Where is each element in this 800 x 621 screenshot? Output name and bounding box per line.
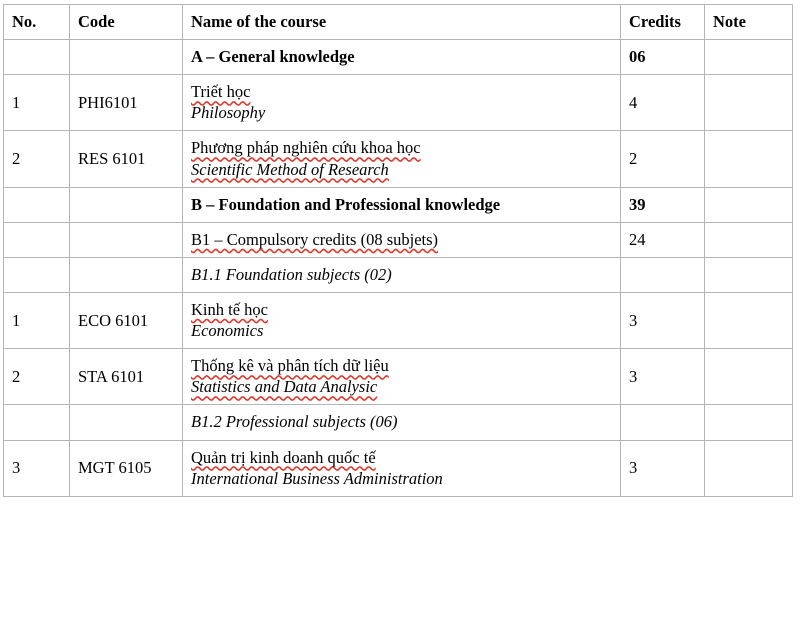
cell-section-title: B1.2 Professional subjects (06) [183,405,621,440]
cell-credits [621,257,705,292]
cell-code [70,222,183,257]
cell-no: 2 [4,131,70,187]
cell-course-name [183,292,621,348]
table-row [4,222,793,257]
cell-credits: 3 [621,349,705,405]
cell-credits: 39 [621,187,705,222]
cell-credits: 3 [621,292,705,348]
cell-no: 3 [4,440,70,496]
cell-note [705,40,793,75]
cell-course-name [183,440,621,496]
course-name-en: Economics [191,321,264,341]
cell-credits: 24 [621,222,705,257]
cell-code: PHI6101 [70,75,183,131]
table-row [4,187,793,222]
column-header-credits: Credits [621,5,705,40]
cell-credits [621,405,705,440]
cell-section-title: B1.1 Foundation subjects (02) [183,257,621,292]
cell-credits: 2 [621,131,705,187]
cell-note [705,440,793,496]
table-row [4,75,793,131]
cell-code: MGT 6105 [70,440,183,496]
cell-no: 1 [4,75,70,131]
course-name-en: Statistics and Data Analysic [191,377,378,397]
cell-code [70,257,183,292]
table-row [4,40,793,75]
course-name-en: Scientific Method of Research [191,159,389,179]
cell-no [4,222,70,257]
course-name-vi: Phương pháp nghiên cứu khoa học [191,138,421,158]
section-label: B1 – Compulsory credits (08 subjets) [191,229,439,249]
table-row [4,440,793,496]
cell-note [705,75,793,131]
cell-credits: 4 [621,75,705,131]
cell-code [70,405,183,440]
cell-section-title: A – General knowledge [183,40,621,75]
cell-code: RES 6101 [70,131,183,187]
cell-note [705,292,793,348]
course-name-en: International Business Administration [191,468,443,488]
table-row [4,257,793,292]
cell-credits: 06 [621,40,705,75]
course-name-vi: Quản trị kinh doanh quốc tế [191,447,376,467]
cell-no [4,40,70,75]
table-row [4,405,793,440]
cell-credits: 3 [621,440,705,496]
cell-course-name [183,75,621,131]
cell-note [705,257,793,292]
cell-no: 1 [4,292,70,348]
cell-note [705,349,793,405]
cell-no [4,187,70,222]
table-row [4,292,793,348]
cell-course-name [183,349,621,405]
document-page [0,4,800,621]
course-name-en: Philosophy [191,103,266,123]
cell-note [705,187,793,222]
column-header-name: Name of the course [183,5,621,40]
table-row [4,131,793,187]
cell-no [4,405,70,440]
cell-code [70,187,183,222]
table-row [4,349,793,405]
course-name-vi: Triết học [191,82,251,102]
column-header-no: No. [4,5,70,40]
cell-note [705,405,793,440]
column-header-code: Code [70,5,183,40]
cell-section-title: B – Foundation and Professional knowledge [183,187,621,222]
column-header-note: Note [705,5,793,40]
cell-code: ECO 6101 [70,292,183,348]
cell-note [705,222,793,257]
cell-code: STA 6101 [70,349,183,405]
table-top-edge-mark [3,4,4,8]
table-header-row [4,5,793,40]
cell-note [705,131,793,187]
cell-section-title [183,222,621,257]
cell-no: 2 [4,349,70,405]
course-name-vi: Thống kê và phân tích dữ liệu [191,356,389,376]
cell-course-name [183,131,621,187]
cell-no [4,257,70,292]
course-curriculum-table [3,4,793,497]
cell-code [70,40,183,75]
course-name-vi: Kinh tế học [191,299,268,319]
